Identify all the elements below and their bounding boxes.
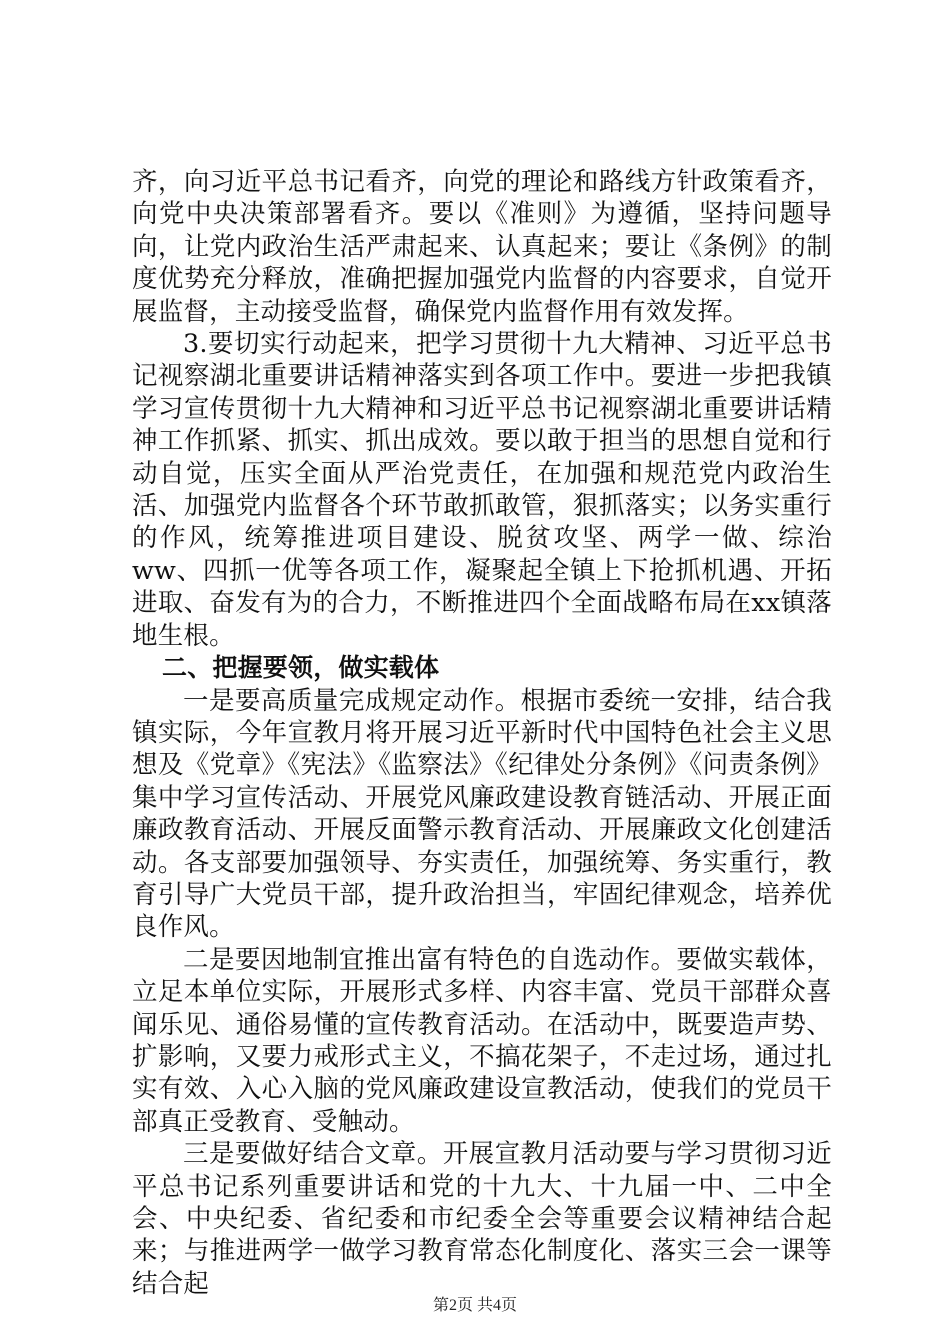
paragraph-second-point: 二是要因地制宜推出富有特色的自选动作。要做实载体，立足本单位实际，开展形式多样、内容丰富、党员干部群众喜闻乐见、通俗易懂的宣传教育活动。在活动中，既要造声势、扩影响，又要力戒形式主义，不搞花架子，不走过场，通过扎实有效、入心入脑的党风廉政建设宣教活动，使我们的党员干部真正受教育、受触动。 (132, 944, 832, 1137)
paragraph-item-3: 3.要切实行动起来，把学习贯彻十九大精神、习近平总书记视察湖北重要讲话精神落实到各项工作中。要进一步把我镇学习宣传贯彻十九大精神和习近平总书记视察湖北重要讲话精神工作抓紧、抓实、抓出成效。要以敢于担当的思想自觉和行动自觉，压实全面从严治党责任，在加强和规范党内政治生活、加强党内监督各个环节敢抓敢管，狠抓落实；以务实重行的作风，统筹推进项目建设、脱贫攻坚、两学一做、综治ww、四抓一优等各项工作，凝聚起全镇上下抢抓机遇、开拓进取、奋发有为的合力，不断推进四个全面战略布局在xx镇落地生根。 (132, 329, 832, 651)
paragraph-first-point: 一是要高质量完成规定动作。根据市委统一安排，结合我镇实际，今年宣教月将开展习近平新时代中国特色社会主义思想及《党章》《宪法》《监察法》《纪律处分条例》《问责条例》集中学习宣传活动、开展党风廉政建设教育链活动、开展正面廉政教育活动、开展反面警示教育活动、开展廉政文化创建活动。各支部要加强领导、夯实责任，加强统筹、务实重行，教育引导广大党员干部，提升政治担当，牢固纪律观念，培养优良作风。 (132, 685, 832, 943)
paragraph-continuation: 齐，向习近平总书记看齐，向党的理论和路线方针政策看齐，向党中央决策部署看齐。要以《准则》为遵循，坚持问题导向，让党内政治生活严肃起来、认真起来；要让《条例》的制度优势充分释放，准确把握加强党内监督的内容要求，自觉开展监督，主动接受监督，确保党内监督作用有效发挥。 (132, 167, 832, 327)
paragraph-third-point: 三是要做好结合文章。开展宣教月活动要与学习贯彻习近平总书记系列重要讲话和党的十九大、十九届一中、二中全会、中央纪委、省纪委和市纪委全会等重要会议精神结合起来；与推进两学一做学习教育常态化制度化、落实三会一课等结合起 (132, 1139, 832, 1299)
document-body (132, 166, 832, 1300)
page-footer: 第2页 共4页 (432, 1297, 517, 1314)
section-heading: 二、把握要领，做实载体 (162, 653, 440, 683)
